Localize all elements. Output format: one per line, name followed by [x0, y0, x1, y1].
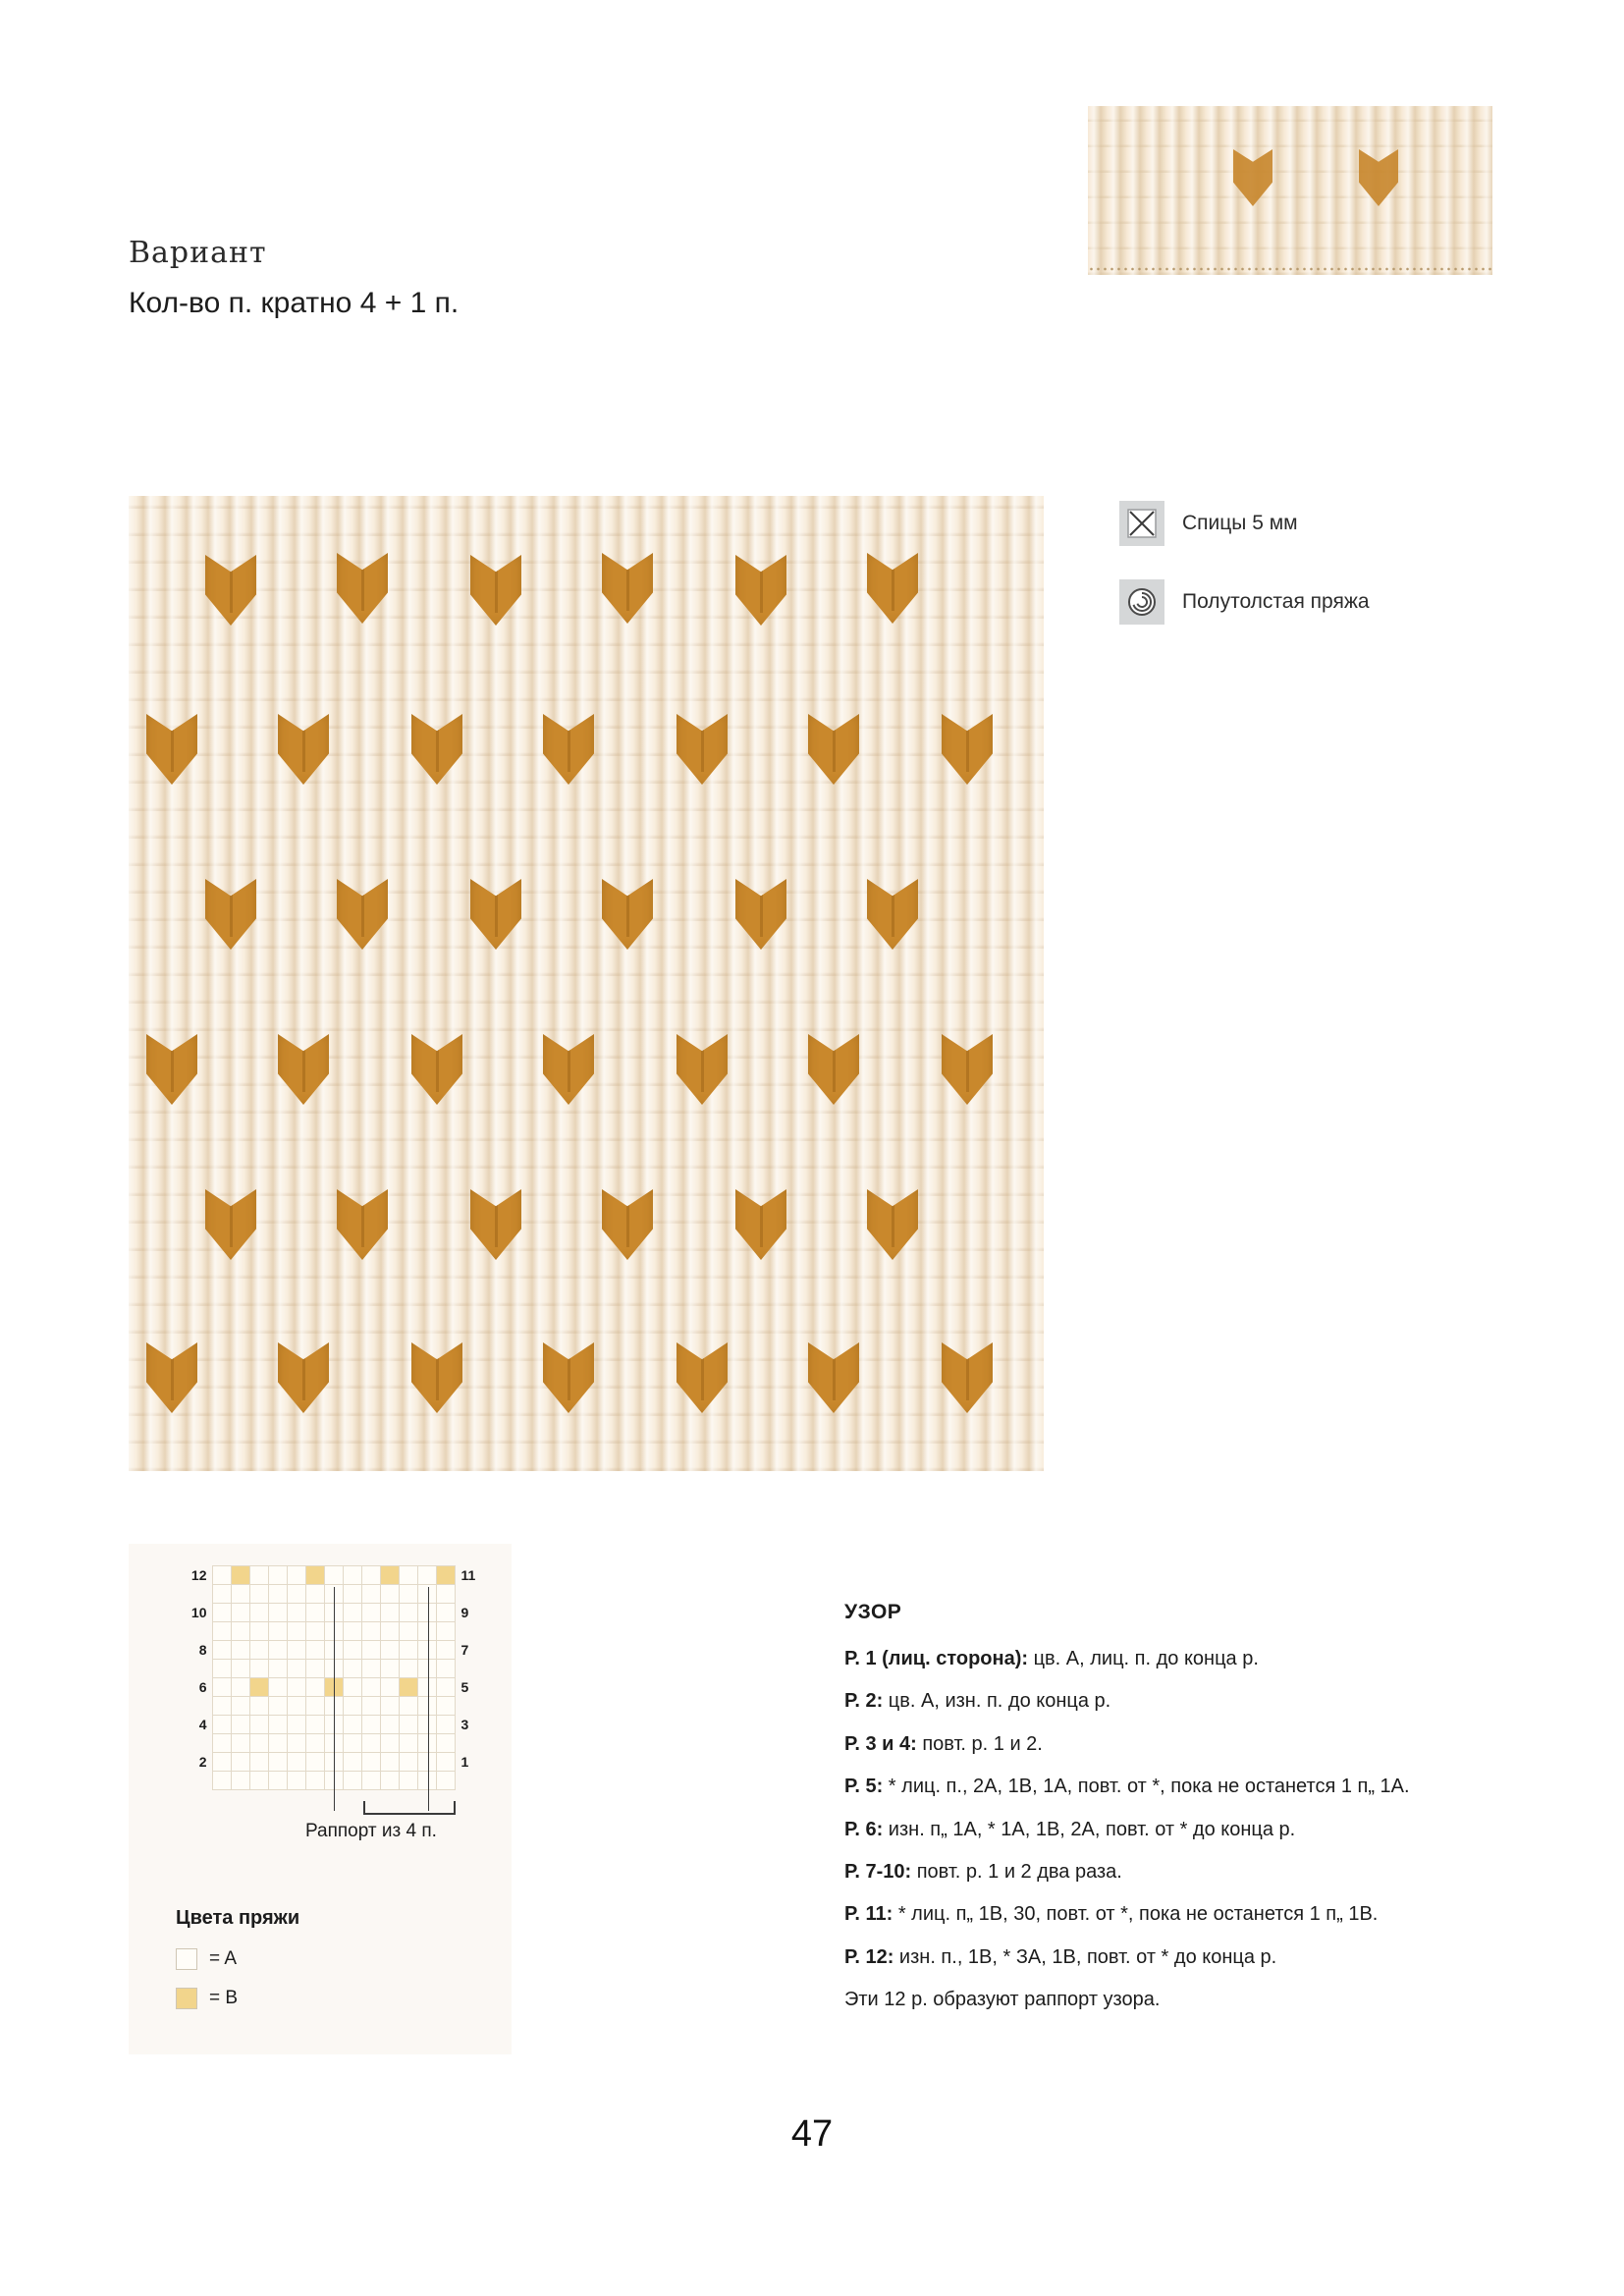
chart-cell: [268, 1697, 287, 1716]
material-row-yarn: [1119, 579, 1443, 625]
chart-cell: [436, 1753, 455, 1772]
chart-cell: [399, 1734, 417, 1753]
chart-cell: [268, 1716, 287, 1734]
chart-cell: [305, 1734, 324, 1753]
chart-cell: [399, 1566, 417, 1585]
material-label: Полутолстая пряжа: [1182, 590, 1370, 613]
chart-cell: [343, 1678, 361, 1697]
chart-cell: [380, 1678, 399, 1697]
legend-label-a: = A: [209, 1948, 237, 1969]
repeat-marker-left: [334, 1587, 335, 1811]
chart-cell: [436, 1772, 455, 1790]
chart-cell: [361, 1753, 380, 1772]
instruction-row-label: Р. 1 (лиц. сторона):: [844, 1648, 1029, 1669]
chart-cell: [361, 1716, 380, 1734]
instruction-line: [844, 1774, 1473, 1799]
chart-row-label-right: [455, 1622, 484, 1641]
chart-row-label-right: [455, 1734, 484, 1753]
chart-cell: [399, 1753, 417, 1772]
chart-row-label-right: [455, 1660, 484, 1678]
chart-cell: [249, 1678, 268, 1697]
chart-cell: [417, 1716, 436, 1734]
chart-cell: [287, 1622, 305, 1641]
chart-row-label-right: 1: [460, 1754, 469, 1770]
chart-cell: [249, 1641, 268, 1660]
chart-cell: [436, 1716, 455, 1734]
chart-cell: [249, 1622, 268, 1641]
chart-cell: [249, 1604, 268, 1622]
chart-cell: [417, 1678, 436, 1697]
chart-cell: [436, 1697, 455, 1716]
instruction-row-label: Р. 12:: [844, 1945, 894, 1968]
instruction-line: [844, 1646, 1473, 1671]
chart-cell: [436, 1641, 455, 1660]
chart-cell: [212, 1585, 231, 1604]
legend-label-b: = B: [209, 1988, 239, 2008]
chart-row-label-left: 2: [198, 1754, 207, 1770]
yarn-colors-title: Цвета пряжи: [176, 1907, 300, 1929]
chart-cell: [231, 1660, 249, 1678]
chart-cell: [380, 1753, 399, 1772]
chart-row-label-left: [183, 1697, 212, 1716]
chart-cell: [380, 1566, 399, 1585]
material-row-needles: [1119, 501, 1443, 546]
chart-cell: [436, 1566, 455, 1585]
chart-cell: [436, 1660, 455, 1678]
chart-cell: [249, 1566, 268, 1585]
chart-cell: [231, 1641, 249, 1660]
chart-cell: [268, 1566, 287, 1585]
chart-cell: [268, 1734, 287, 1753]
knit-texture: [1088, 106, 1492, 275]
chart-cell: [287, 1716, 305, 1734]
legend-row-b: [176, 1988, 238, 2009]
material-label: Спицы 5 мм: [1182, 512, 1298, 534]
chart-cell: [287, 1604, 305, 1622]
chart-cell: [380, 1585, 399, 1604]
chart-row-label-right: [455, 1585, 484, 1604]
repeat-marker-right: [428, 1587, 429, 1811]
repeat-label: Раппорт из 4 п.: [305, 1821, 437, 1841]
chart-cell: [305, 1641, 324, 1660]
instructions-section: [844, 1601, 1473, 2030]
instruction-lines: [844, 1646, 1473, 2013]
instructions-title: УЗОР: [844, 1601, 902, 1623]
chart-cell: [305, 1585, 324, 1604]
legend-row-a: [176, 1948, 237, 1970]
chart-cell: [231, 1678, 249, 1697]
chart-cell: [212, 1772, 231, 1790]
chart-cell: [361, 1566, 380, 1585]
chart-cell: [249, 1716, 268, 1734]
chart-cell: [287, 1697, 305, 1716]
chart-cell: [417, 1641, 436, 1660]
chart-cell: [380, 1604, 399, 1622]
chart-cell: [361, 1622, 380, 1641]
chart-cell: [417, 1753, 436, 1772]
instruction-row-label: Р. 2:: [844, 1690, 884, 1713]
chart-cell: [287, 1753, 305, 1772]
instruction-row-text: изн. п„ 1А, * 1А, 1В, 2А, повт. от * до конца р.: [883, 1818, 1296, 1840]
chart-cell: [399, 1772, 417, 1790]
chart-cell: [417, 1772, 436, 1790]
chart-cell: [268, 1660, 287, 1678]
chart-cell: [249, 1660, 268, 1678]
needles-icon: [1119, 501, 1164, 546]
chart-cell: [417, 1604, 436, 1622]
chart-cell: [417, 1585, 436, 1604]
chart-cell: [212, 1753, 231, 1772]
swatch-strip-thumbnail: [1088, 106, 1492, 275]
chart-cell: [268, 1678, 287, 1697]
instruction-line: [844, 1817, 1473, 1842]
chart-cell: [399, 1678, 417, 1697]
chart-cell: [343, 1566, 361, 1585]
chart-cell: [268, 1585, 287, 1604]
pattern-chart-block: [129, 1544, 512, 2054]
instruction-row-text: цв. А, лиц. п. до конца р.: [1028, 1648, 1259, 1669]
chart-cell: [380, 1716, 399, 1734]
chart-cell: [287, 1660, 305, 1678]
instruction-line: [844, 1731, 1473, 1757]
chart-cell: [268, 1641, 287, 1660]
chart-cell: [305, 1772, 324, 1790]
chart-cell: [399, 1604, 417, 1622]
chart-cell: [287, 1734, 305, 1753]
chart-cell: [212, 1660, 231, 1678]
chart-cell: [417, 1566, 436, 1585]
chart-cell: [305, 1678, 324, 1697]
chart-row-label-right: 11: [460, 1567, 476, 1583]
chart-cell: [399, 1716, 417, 1734]
chart-cell: [249, 1585, 268, 1604]
chart-cell: [399, 1697, 417, 1716]
chart-cell: [231, 1566, 249, 1585]
chart-row-label-right: 3: [460, 1717, 469, 1732]
chart-cell: [305, 1566, 324, 1585]
chart-row-label-left: [183, 1734, 212, 1753]
chart-cell: [417, 1622, 436, 1641]
chart-cell: [436, 1622, 455, 1641]
chart-cell: [212, 1734, 231, 1753]
chart-cell: [287, 1772, 305, 1790]
chart-cell: [305, 1622, 324, 1641]
chart-cell: [268, 1753, 287, 1772]
chart-row-label-left: 12: [190, 1567, 207, 1583]
chart-cell: [343, 1641, 361, 1660]
instruction-row-text: * лиц. п„ 1В, 30, повт. от *, пока не останется 1 п„ 1В.: [893, 1903, 1379, 1926]
chart-cell: [305, 1753, 324, 1772]
chart-cell: [380, 1697, 399, 1716]
instruction-row-text: повт. р. 1 и 2.: [916, 1732, 1043, 1755]
chart-row-label-left: [183, 1585, 212, 1604]
chart-cell: [399, 1585, 417, 1604]
chart-cell: [249, 1697, 268, 1716]
chart-cell: [343, 1753, 361, 1772]
chart-cell: [231, 1697, 249, 1716]
chart-cell: [287, 1678, 305, 1697]
knit-texture: [129, 496, 1044, 1471]
chart-cell: [212, 1716, 231, 1734]
instruction-row-label: Р. 7-10:: [844, 1860, 912, 1883]
chart-row-label-right: 9: [460, 1605, 469, 1620]
chart-cell: [380, 1622, 399, 1641]
chart-cell: [361, 1604, 380, 1622]
chart-cell: [343, 1660, 361, 1678]
chart-cell: [249, 1753, 268, 1772]
chart-cell: [436, 1604, 455, 1622]
chart-cell: [399, 1641, 417, 1660]
chart-cell: [417, 1660, 436, 1678]
chart-cell: [212, 1697, 231, 1716]
chart-cell: [249, 1772, 268, 1790]
chart-cell: [324, 1566, 343, 1585]
chart-cell: [361, 1772, 380, 1790]
chart-row: [183, 1566, 484, 1585]
chart-cell: [231, 1753, 249, 1772]
chart-cell: [343, 1622, 361, 1641]
chart-cell: [268, 1772, 287, 1790]
instruction-line: [844, 1688, 1473, 1714]
chart-cell: [343, 1716, 361, 1734]
chart-cell: [343, 1604, 361, 1622]
chart-cell: [361, 1585, 380, 1604]
chart-cell: [436, 1678, 455, 1697]
chart-row-label-right: 7: [460, 1642, 469, 1658]
chart-cell: [417, 1697, 436, 1716]
dotted-edge: [1088, 267, 1492, 271]
chart-cell: [361, 1641, 380, 1660]
chart-cell: [399, 1622, 417, 1641]
instruction-row-text: повт. р. 1 и 2 два раза.: [911, 1860, 1122, 1883]
chart-cell: [305, 1604, 324, 1622]
instruction-row-text: Эти 12 р. образуют раппорт узора.: [844, 1989, 1161, 2011]
chart-row-label-left: 6: [198, 1679, 207, 1695]
chart-cell: [343, 1772, 361, 1790]
chart-cell: [212, 1641, 231, 1660]
instruction-row-text: цв. А, изн. п. до конца р.: [883, 1690, 1111, 1713]
instruction-row-text: * лиц. п., 2А, 1В, 1А, повт. от *, пока не останется 1 п„ 1А.: [883, 1776, 1410, 1798]
materials-list: [1119, 501, 1443, 658]
chart-cell: [212, 1566, 231, 1585]
chart-row-label-right: [455, 1697, 484, 1716]
chart-cell: [436, 1734, 455, 1753]
instruction-row-label: Р. 3 и 4:: [844, 1732, 917, 1755]
chart-row-label-right: 5: [460, 1679, 469, 1695]
chart-cell: [305, 1716, 324, 1734]
legend-swatch-a: [176, 1948, 197, 1970]
legend-swatch-b: [176, 1988, 197, 2009]
chart-cell: [231, 1716, 249, 1734]
chart-cell: [417, 1734, 436, 1753]
instruction-line: [844, 1859, 1473, 1885]
page-number: 47: [790, 2113, 834, 2155]
instruction-row-text: изн. п., 1В, * ЗА, 1В, повт. от * до конца р.: [893, 1945, 1277, 1968]
chart-cell: [212, 1678, 231, 1697]
chart-cell: [305, 1660, 324, 1678]
chart-cell: [212, 1622, 231, 1641]
chart-cell: [380, 1660, 399, 1678]
chart-cell: [380, 1734, 399, 1753]
chart-cell: [268, 1604, 287, 1622]
instruction-line: [844, 1944, 1473, 1970]
instruction-row-label: Р. 5:: [844, 1776, 884, 1798]
chart-row-label-left: 4: [198, 1717, 207, 1732]
chart-row-label-left: [183, 1772, 212, 1790]
chart-cell: [231, 1622, 249, 1641]
chart-cell: [287, 1641, 305, 1660]
chart-cell: [361, 1697, 380, 1716]
chart-cell: [436, 1585, 455, 1604]
chart-cell: [399, 1660, 417, 1678]
repeat-bracket: [363, 1801, 456, 1815]
chart-cell: [343, 1585, 361, 1604]
instruction-line: [844, 1987, 1473, 2012]
chart-row-label-left: [183, 1622, 212, 1641]
main-swatch-photo: [129, 496, 1044, 1471]
chart-cell: [361, 1678, 380, 1697]
chart-cell: [268, 1622, 287, 1641]
variant-heading: Вариант: [129, 236, 267, 270]
chart-row-label-left: 10: [190, 1605, 207, 1620]
chart-cell: [305, 1697, 324, 1716]
chart-cell: [361, 1734, 380, 1753]
chart-cell: [343, 1734, 361, 1753]
chart-cell: [231, 1734, 249, 1753]
chart-row-label-left: 8: [198, 1642, 207, 1658]
chart-row-label-right: [455, 1772, 484, 1790]
instruction-line: [844, 1901, 1473, 1927]
yarn-ball-icon: [1119, 579, 1164, 625]
chart-cell: [287, 1585, 305, 1604]
instruction-row-label: Р. 6:: [844, 1818, 884, 1840]
chart-cell: [231, 1585, 249, 1604]
chart-cell: [249, 1734, 268, 1753]
chart-cell: [231, 1772, 249, 1790]
chart-cell: [343, 1697, 361, 1716]
chart-cell: [380, 1772, 399, 1790]
chart-grid-wrap: [183, 1565, 484, 1790]
chart-row-label-left: [183, 1660, 212, 1678]
chart-cell: [231, 1604, 249, 1622]
instruction-row-label: Р. 11:: [844, 1903, 893, 1926]
chart-cell: [212, 1604, 231, 1622]
chart-cell: [287, 1566, 305, 1585]
chart-cell: [380, 1641, 399, 1660]
stitch-count-note: Кол-во п. кратно 4 + 1 п.: [129, 287, 460, 319]
chart-cell: [361, 1660, 380, 1678]
